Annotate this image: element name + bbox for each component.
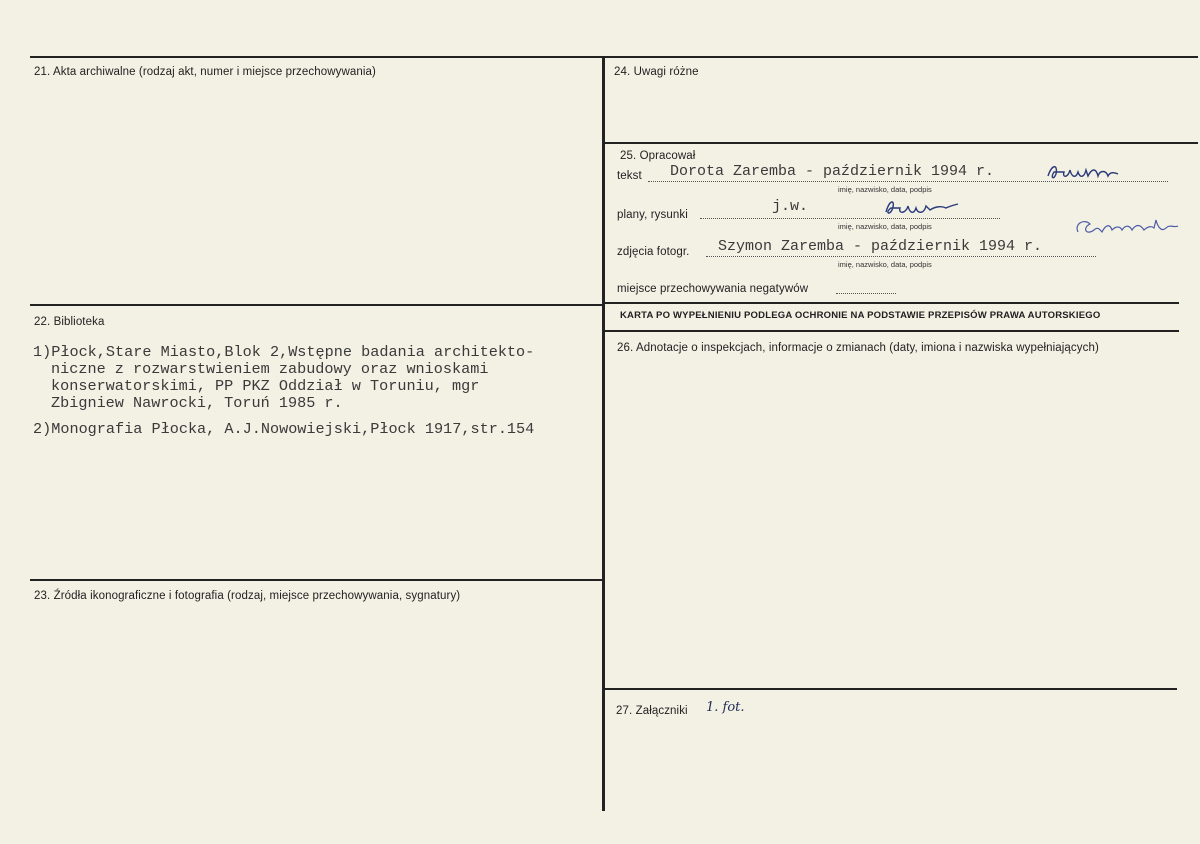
center-divider xyxy=(602,56,605,811)
rule-25-notice xyxy=(603,302,1179,304)
section-23-title: 23. Źródła ikonograficzne i fotografia (rodzaj, miejsce przechowywania, sygnatury) xyxy=(34,590,461,602)
section-24-title: 24. Uwagi różne xyxy=(614,66,699,78)
section-27-title: 27. Załączniki xyxy=(616,705,688,717)
rule-notice-26 xyxy=(603,330,1179,332)
section-26-title: 26. Adnotacje o inspekcjach, informacje o zmianach (daty, imiona i nazwiska wypełniających) xyxy=(617,342,1099,354)
rule-22-23 xyxy=(30,579,603,581)
plany-value: j.w. xyxy=(772,198,809,215)
library-entry-1-line-1: 1)Płock,Stare Miasto,Blok 2,Wstępne badania architekto- xyxy=(33,343,535,361)
signature-zdjecia xyxy=(1072,214,1182,240)
rule-26-27 xyxy=(603,688,1177,690)
negatywy-label: miejsce przechowywania negatywów xyxy=(617,283,809,295)
section-25-title: 25. Opracował xyxy=(620,150,696,162)
library-entry-2-line-1: 2)Monografia Płocka, A.J.Nowowiejski,Płock 1917,str.154 xyxy=(33,420,535,438)
library-entry-1-line-3: konserwatorskimi, PP PKZ Oddział w Toruniu, mgr xyxy=(51,377,480,395)
plany-label: plany, rysunki xyxy=(617,209,688,221)
zdjecia-caption: imię, nazwisko, data, podpis xyxy=(838,260,932,269)
section-22-title: 22. Biblioteka xyxy=(34,316,105,328)
copyright-notice: KARTA PO WYPEŁNIENIU PODLEGA OCHRONIE NA PODSTAWIE PRZEPISÓW PRAWA AUTORSKIEGO xyxy=(620,310,1101,321)
zdjecia-label: zdjęcia fotogr. xyxy=(617,246,690,258)
plany-dotted-line xyxy=(700,218,1000,219)
signature-tekst xyxy=(1044,160,1124,182)
library-entry-1-line-4: Zbigniew Nawrocki, Toruń 1985 r. xyxy=(51,394,343,412)
attachments-value: 1. fot. xyxy=(706,700,745,715)
top-rule xyxy=(30,56,1198,58)
plany-caption: imię, nazwisko, data, podpis xyxy=(838,222,932,231)
rule-24-25 xyxy=(603,142,1198,144)
rule-21-22 xyxy=(30,304,603,306)
zdjecia-value: Szymon Zaremba - październik 1994 r. xyxy=(718,238,1043,255)
tekst-value: Dorota Zaremba - październik 1994 r. xyxy=(670,163,995,180)
zdjecia-dotted-line xyxy=(706,256,1096,257)
signature-plany xyxy=(880,196,962,218)
tekst-caption: imię, nazwisko, data, podpis xyxy=(838,185,932,194)
negatywy-dotted-line xyxy=(836,293,896,294)
library-entry-1-line-2: niczne z rozwarstwieniem zabudowy oraz wnioskami xyxy=(51,360,489,378)
tekst-label: tekst xyxy=(617,170,642,182)
section-21-title: 21. Akta archiwalne (rodzaj akt, numer i miejsce przechowywania) xyxy=(34,66,376,78)
